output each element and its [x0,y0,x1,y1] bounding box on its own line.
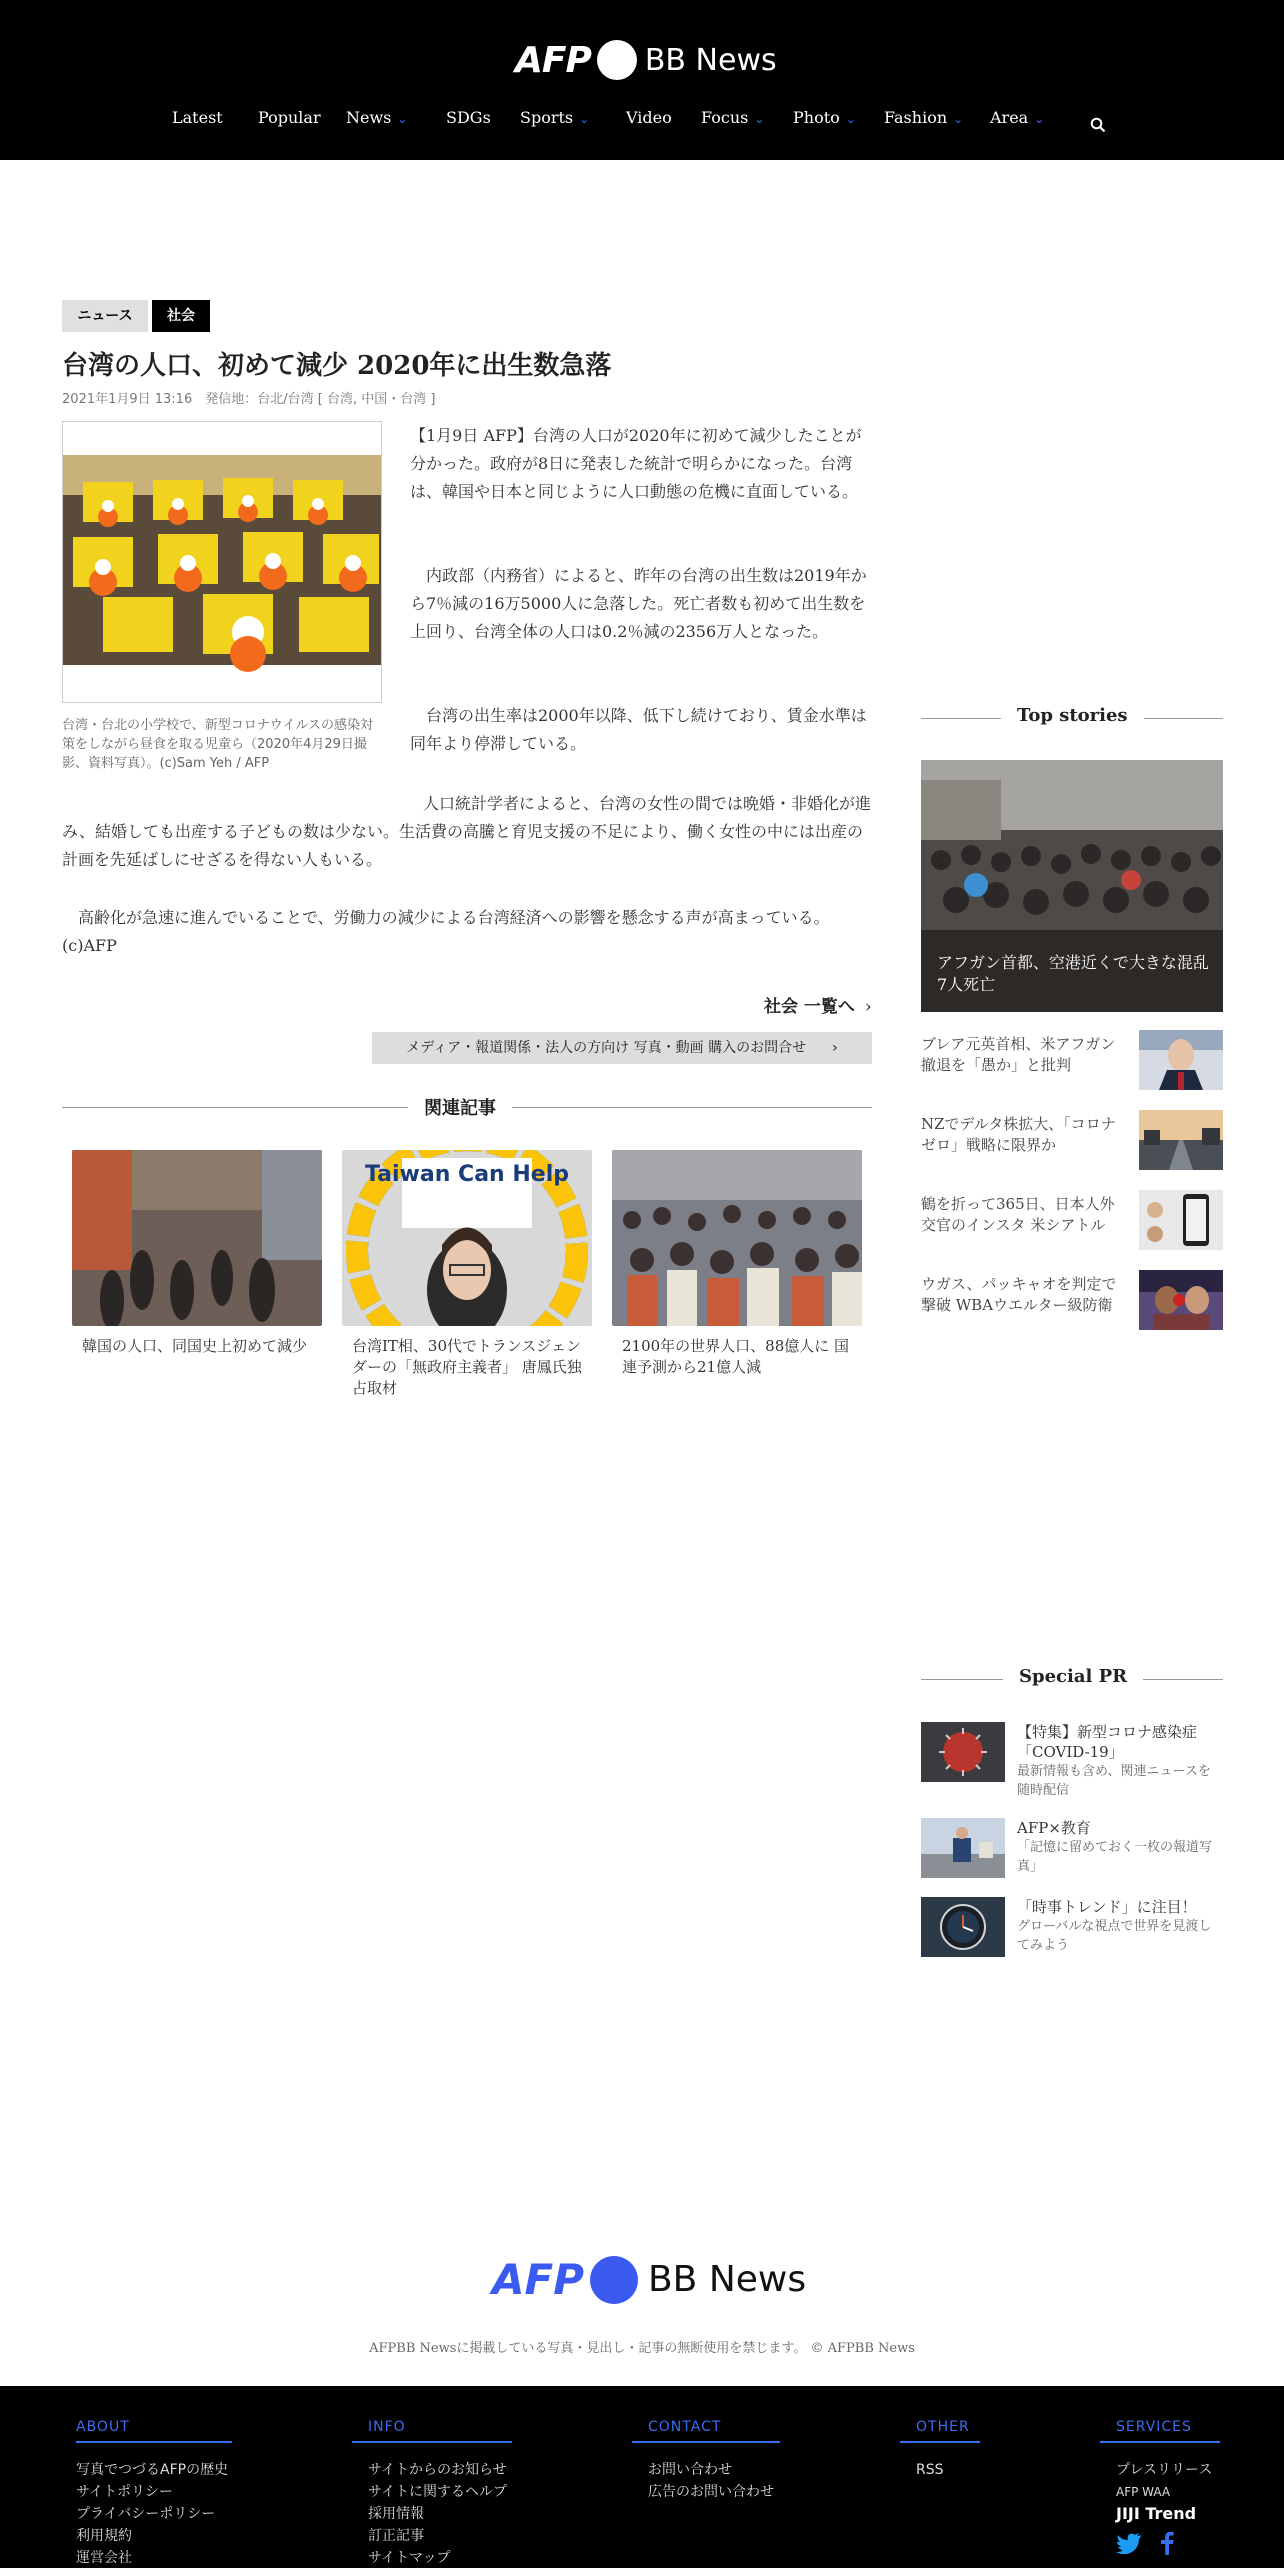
top-story-item[interactable] [921,1190,1223,1252]
footer-link[interactable]: サイトに関するヘルプ [368,2484,508,2500]
search-icon[interactable] [1090,117,1106,133]
facebook-icon[interactable] [1160,2531,1174,2555]
related-card[interactable] [72,1150,322,1357]
special-pr-thumb [921,1897,1005,1957]
footer-logo-bbnews: BB News [647,2259,807,2300]
chevron-down-icon: ⌄ [953,112,964,126]
image-overlay-text: Taiwan Can Help [365,1162,569,1187]
footer-logo[interactable] [492,2255,806,2304]
chevron-down-icon: ⌄ [845,112,856,126]
site-footer [0,2386,1284,2568]
special-pr-text: 【特集】新型コロナ感染症「COVID-19」 最新情報も含め、関連ニュースを随時配信 [1017,1723,1211,1798]
footer-link[interactable]: 広告のお問い合わせ [648,2484,774,2500]
top-story-thumb [1139,1030,1223,1090]
related-image [342,1150,592,1326]
special-pr-thumb [921,1818,1005,1878]
footer-heading: CONTACT [632,2419,780,2443]
top-story-title: 鶴を折って365日、日本人外交官のインスタ 米シアトル [921,1195,1115,1234]
top-story-title: ブレア元英首相、米アフガン撤退を「愚か」と批判 [921,1035,1116,1074]
top-story-title: NZでデルタ株拡大、「コロナゼロ」戦略に限界か [921,1115,1116,1154]
top-story-lead-title[interactable]: アフガン首都、空港近くで大きな混乱 7人死亡 [937,953,1209,994]
chevron-down-icon: ⌄ [1034,112,1045,126]
footer-link[interactable]: サイトからのお知らせ [368,2462,507,2478]
related-card[interactable] [612,1150,862,1378]
footer-link[interactable]: プレスリリース [1116,2462,1213,2478]
article-paragraph-4: 人口統計学者によると、台湾の女性の間では晩婚・非婚化が進み、結婚しても出産する子どもの数は少ない。生活費の高騰と育児支援の不足により、働く女性の中には出産の計画を先延ばしにせざるを得ない人もいる。 [62,794,872,869]
footer-link[interactable]: プライバシーポリシー [76,2506,216,2522]
footer-heading: INFO [352,2419,512,2443]
special-pr-thumb [921,1722,1005,1782]
footer-col-other [900,2416,980,2481]
photo-caption: 台湾・台北の小学校で、新型コロナウイルスの感染対策をしながら昼食を取る児童ら（2020年4月29日撮影、資料写真）。(c)Sam Yeh / AFP [62,718,373,771]
footer-link[interactable]: サイトマップ [368,2550,451,2566]
article-photo-image [63,422,381,702]
chevron-right-icon: › [864,997,872,1017]
top-story-thumb [1139,1110,1223,1170]
footer-col-about [76,2416,232,2568]
nav-area[interactable]: Area ⌄ [990,108,1045,127]
footer-link[interactable]: 訂正記事 [368,2528,424,2544]
footer-heading: OTHER [900,2419,980,2443]
footer-logo-dot [590,2256,638,2304]
twitter-icon[interactable] [1116,2532,1142,2554]
related-image [72,1150,322,1326]
nav-popular[interactable]: Popular [258,108,321,127]
copyright-notice: AFPBB Newsに掲載している写真・見出し・記事の無断使用を禁じます。 © AFPBB News [369,2341,915,2356]
footer-link[interactable]: 利用規約 [76,2528,132,2544]
chevron-right-icon: › [832,1040,838,1056]
related-title: 2100年の世界人口、88億人に 国連予測から21億人減 [622,1337,850,1376]
logo-afp: AFP [515,39,591,81]
related-title: 韓国の人口、同国史上初めて減少 [82,1337,308,1355]
top-story-item[interactable] [921,1030,1223,1092]
category-list-link[interactable]: 社会 一覧へ › [764,997,872,1017]
category-tag-society[interactable]: 社会 [152,300,210,332]
related-heading: 関連記事 [408,1094,512,1120]
top-stories-heading: Top stories [1001,705,1144,726]
article-title: 台湾の人口、初めて減少 2020年に出生数急落 [62,351,612,381]
special-pr-text: 「時事トレンド」に注目！ グローバルな視点で世界を見渡してみよう [1017,1898,1212,1953]
chevron-down-icon: ⌄ [754,112,765,126]
footer-link-jiji-trend[interactable]: JIJI Trend [1116,2504,1197,2523]
logo-bbnews: BB News [644,42,777,78]
chevron-down-icon: ⌄ [397,112,408,126]
footer-col-info [352,2416,512,2568]
footer-col-services [1100,2416,1220,2555]
article-paragraph-5: 高齢化が急速に進んでいることで、労働力の減少による台湾経済への影響を懸念する声が高まっている。(c)AFP [62,908,830,955]
related-card[interactable] [342,1150,592,1399]
category-tag-news[interactable]: ニュース [62,300,148,332]
nav-news[interactable]: News ⌄ [346,108,408,127]
site-logo[interactable] [515,38,777,82]
footer-link[interactable]: お問い合わせ [648,2462,732,2478]
special-pr-heading: Special PR [1003,1666,1143,1687]
nav-sports[interactable]: Sports ⌄ [520,108,590,127]
footer-link[interactable]: RSS [916,2462,944,2478]
nav-latest[interactable]: Latest [172,108,223,127]
special-pr-text: AFP×教育 「記憶に留めておく一枚の報道写真」 [1017,1819,1213,1874]
article-photo[interactable] [62,421,382,703]
site-header [0,0,1284,160]
article-paragraph-1: 【1月9日 AFP】台湾の人口が2020年に初めて減少したことが分かった。政府が8日に発表した統計で明らかになった。台湾は、韓国や日本と同じように人口動態の危機に直面している。 [410,426,862,501]
footer-link[interactable]: サイトポリシー [76,2484,174,2500]
footer-link[interactable]: 写真でつづるAFPの歴史 [76,2462,229,2478]
top-story-item[interactable] [921,1110,1223,1172]
article-meta: 2021年1月9日 13:16 発信地：台北/台湾 [ 台湾, 中国・台湾 ] [62,392,436,407]
nav-sdgs[interactable]: SDGs [446,108,491,127]
top-story-thumb [1139,1190,1223,1250]
nav-focus[interactable]: Focus ⌄ [701,108,765,127]
related-image [612,1150,862,1326]
logo-dot [597,40,637,80]
footer-heading: ABOUT [76,2419,232,2443]
footer-col-contact [632,2416,780,2503]
footer-logo-afp: AFP [492,2255,584,2304]
footer-link[interactable]: 運営会社 [76,2550,132,2566]
footer-heading: SERVICES [1100,2419,1220,2443]
top-story-title: ウガス、パッキャオを判定で撃破 WBAウエルター級防衛 [921,1275,1117,1314]
nav-fashion[interactable]: Fashion ⌄ [884,108,964,127]
chevron-down-icon: ⌄ [579,112,590,126]
top-story-item[interactable] [921,1270,1223,1332]
footer-link[interactable]: AFP WAA [1116,2485,1171,2499]
top-story-thumb [1139,1270,1223,1330]
nav-video[interactable]: Video [626,108,672,127]
nav-photo[interactable]: Photo ⌄ [793,108,856,127]
related-title: 台湾IT相、30代でトランスジェンダーの「無政府主義者」 唐鳳氏独占取材 [352,1337,582,1397]
media-contact-bar[interactable]: メディア・報道関係・法人の方向け 写真・動画 購入のお問合せ › [372,1032,872,1064]
footer-link[interactable]: 採用情報 [368,2506,424,2522]
article-paragraph-3: 台湾の出生率は2000年以降、低下し続けており、賃金水準は同年より停滞している。 [410,706,867,753]
article-paragraph-2: 内政部（内務省）によると、昨年の台湾の出生数は2019年から7％減の16万5000人に急落した。死亡者数も初めて出生数を上回り、台湾全体の人口は0.2％減の2356万人となった。 [410,566,867,641]
